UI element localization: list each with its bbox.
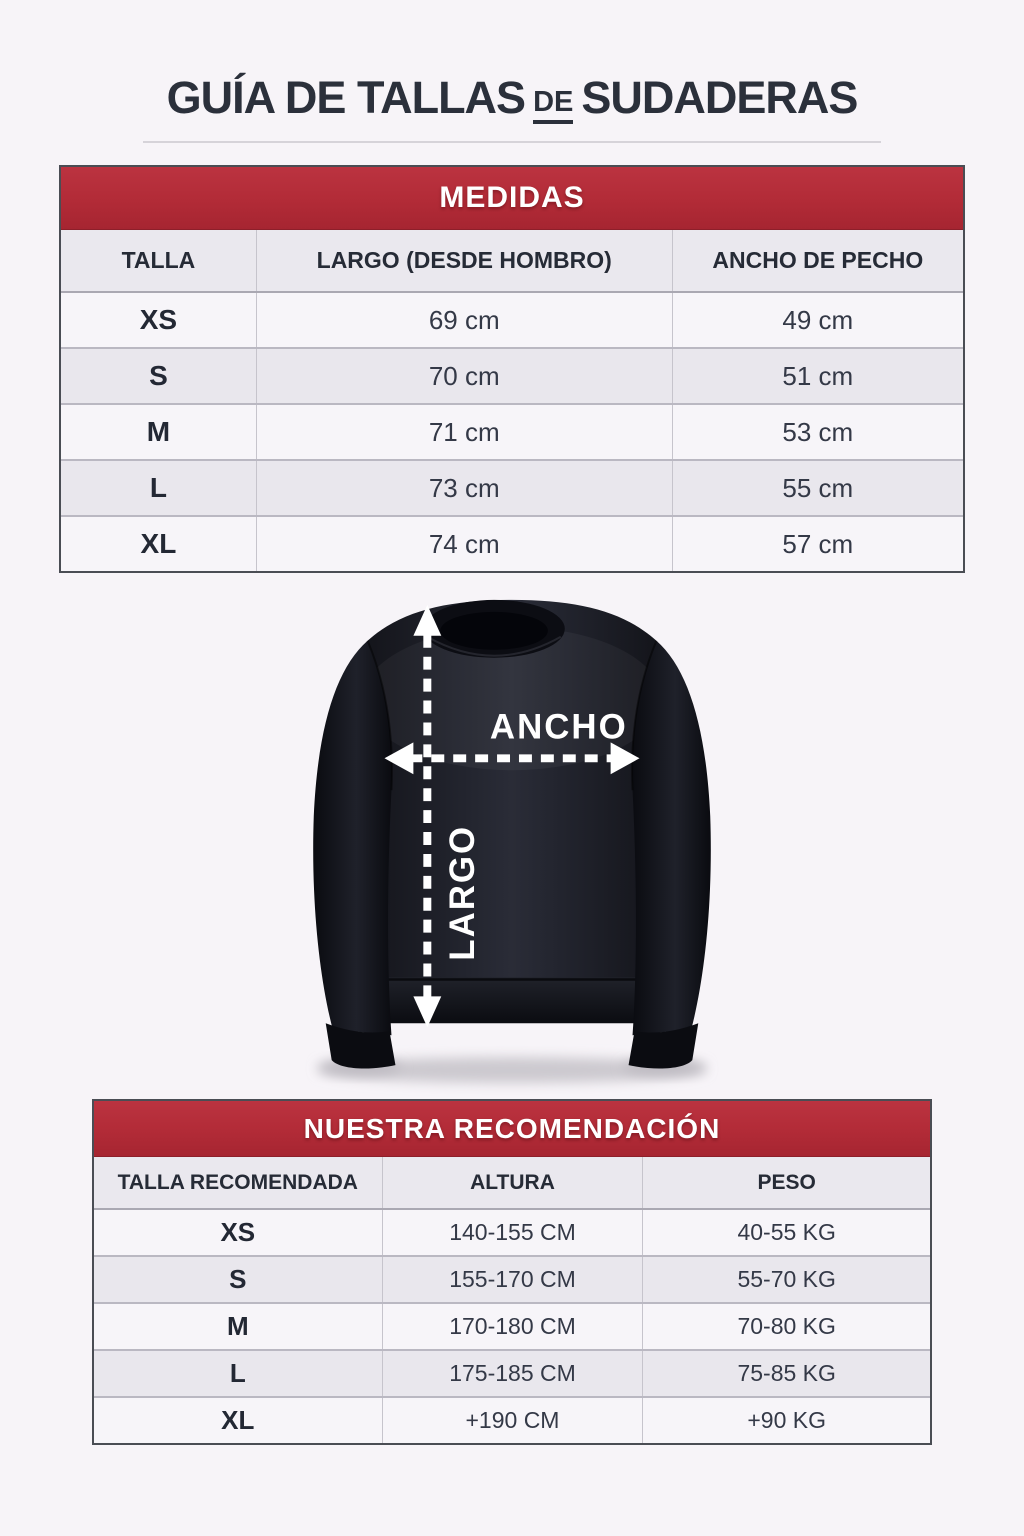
length-label: LARGO xyxy=(443,824,483,961)
table-row xyxy=(94,1302,930,1349)
size-label: S xyxy=(229,1264,247,1294)
table-row xyxy=(94,1210,930,1255)
title-divider xyxy=(143,141,881,143)
size-label: XS xyxy=(220,1217,256,1247)
value-cell: +190 CM xyxy=(382,1398,643,1443)
value-cell: 57 cm xyxy=(672,517,963,571)
size-label: M xyxy=(146,416,171,447)
size-label: L xyxy=(149,472,167,503)
title-part-before: GUÍA DE TALLAS xyxy=(166,72,526,123)
value-cell: 75-85 KG xyxy=(642,1351,930,1396)
table-row xyxy=(94,1396,930,1443)
recommendation-table xyxy=(92,1099,932,1445)
measurements-table-body xyxy=(61,293,963,571)
value-cell: 71 cm xyxy=(256,405,672,459)
sweatshirt-body xyxy=(363,600,662,1023)
value-cell: 140-155 CM xyxy=(382,1210,643,1255)
measurements-table-header: MEDIDAS xyxy=(61,167,963,230)
width-label: ANCHO xyxy=(489,707,628,747)
table-row xyxy=(61,515,963,571)
recommendation-table-body xyxy=(94,1210,930,1443)
sweatshirt-diagram xyxy=(287,579,737,1097)
size-label: XL xyxy=(140,528,177,559)
value-cell: 55-70 KG xyxy=(642,1257,930,1302)
recommendation-table-header: NUESTRA RECOMENDACIÓN xyxy=(94,1101,930,1157)
value-cell: 73 cm xyxy=(256,461,672,515)
value-cell: 69 cm xyxy=(256,293,672,347)
table-row xyxy=(94,1349,930,1396)
size-label: M xyxy=(226,1311,249,1341)
table-row xyxy=(94,1255,930,1302)
value-cell: 155-170 CM xyxy=(382,1257,643,1302)
column-header: ANCHO DE PECHO xyxy=(672,230,963,291)
column-header: LARGO (DESDE HOMBRO) xyxy=(256,230,672,291)
column-header: PESO xyxy=(642,1157,930,1208)
sweatshirt-collar xyxy=(423,600,564,658)
title-part-after: SUDADERAS xyxy=(581,72,858,123)
value-cell: 70 cm xyxy=(256,349,672,403)
page-title xyxy=(0,72,1024,126)
recommendation-column-headers xyxy=(94,1157,930,1210)
column-header: TALLA xyxy=(121,247,196,273)
measurements-table xyxy=(59,165,965,573)
value-cell: +90 KG xyxy=(642,1398,930,1443)
measurements-column-headers xyxy=(61,230,963,293)
size-label: S xyxy=(149,360,168,391)
value-cell: 55 cm xyxy=(672,461,963,515)
size-label: XL xyxy=(221,1405,255,1435)
value-cell: 40-55 KG xyxy=(642,1210,930,1255)
sweatshirt-illustration xyxy=(287,579,737,1097)
value-cell: 70-80 KG xyxy=(642,1304,930,1349)
table-row xyxy=(61,347,963,403)
value-cell: 49 cm xyxy=(672,293,963,347)
value-cell: 51 cm xyxy=(672,349,963,403)
table-row xyxy=(61,403,963,459)
size-label: L xyxy=(229,1358,246,1388)
table-row xyxy=(61,459,963,515)
value-cell: 170-180 CM xyxy=(382,1304,643,1349)
value-cell: 175-185 CM xyxy=(382,1351,643,1396)
column-header: ALTURA xyxy=(382,1157,643,1208)
column-header: TALLA RECOMENDADA xyxy=(117,1170,358,1194)
title-underlined-de: DE xyxy=(533,86,573,124)
value-cell: 53 cm xyxy=(672,405,963,459)
table-row xyxy=(61,293,963,347)
size-label: XS xyxy=(139,304,178,335)
value-cell: 74 cm xyxy=(256,517,672,571)
